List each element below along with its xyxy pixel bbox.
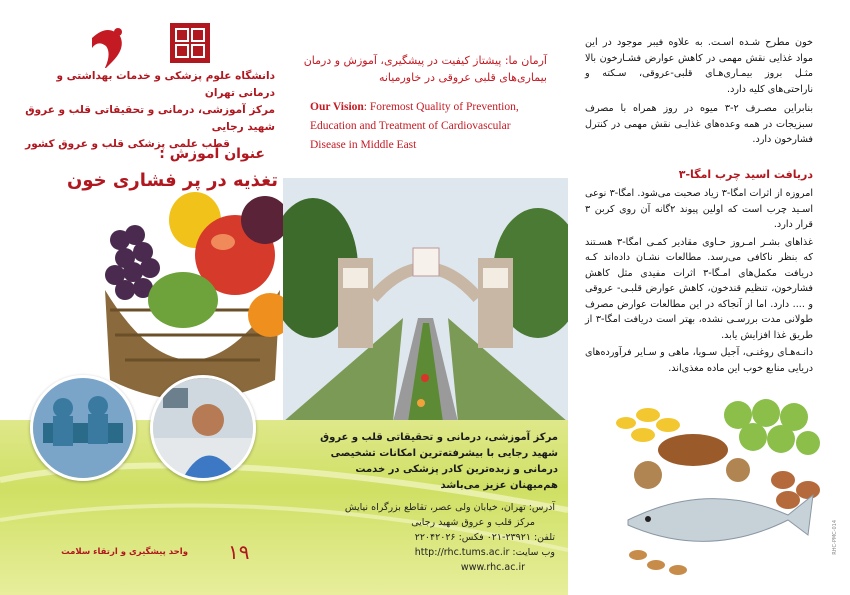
article-body-omega bbox=[585, 186, 813, 376]
paragraph-omega-intro: امروزه از اثرات امگا-۳ زیاد صحبت می‌شود. امگا-۳ نوعی اسـید چرب است که اولین پیوند ۲گانه آن روی کربن ۳ قرار دارد. bbox=[585, 188, 814, 230]
paragraph-fruit: بنابراین مصـرف ۲-۳ میوه در روز همراه با مصرف سبزیجات در همه وعده‌های غذایـی نقش مهمی در کنترل فشارخون دارد. bbox=[585, 103, 813, 145]
heart-center-logo-icon bbox=[92, 28, 122, 68]
course-label: عنوان آموزش : bbox=[159, 146, 265, 162]
address-line-1: آدرس: تهران، خیابان ولی عصر، تقاطع بزرگراه نیایش bbox=[344, 502, 555, 513]
omega3-heading: دریافت اسید چرب امگا-۳ bbox=[678, 168, 813, 181]
website-link-2[interactable]: www.rhc.ac.ir bbox=[460, 562, 525, 573]
logos bbox=[0, 18, 283, 68]
website-link[interactable]: وب سایت: http://rhc.tums.ac.ir bbox=[414, 547, 555, 558]
paragraph-omega-studies: غذاهای بشـر امـروز حـاوی مقادیر کمـی امگا-۳ هسـتند که بنظر ناکافی می‌رسد. مطالعات نشـان داده‌اند کـه دریافت مکمل‌های امـگا-۳ اثرات مفیدی مثل کاهش فشارخون، تنظیم قندخون، کاهش عوارض قلبـی- عروقی و .... دارد. اما از آنجاکه در این مطالعات عوارض مصرف طولانی مدت بررسـی نشده، بهتر است دریافت امگا-۳ از طریق غذا افزایش یابد. bbox=[585, 236, 813, 341]
center-description: مرکز آموزشی، درمانی و تحقیقاتی قلب و عروق شهید رجایی با بیشرفته‌ترین امکانات تشخیصی درمانی و زبده‌ترین کادر پزشکی در خدمت هم‌میهنان عزیز می‌باشد bbox=[320, 432, 558, 491]
surgery-photo bbox=[30, 375, 136, 481]
hospital-gate-photo bbox=[283, 178, 568, 422]
vision-text: : Foremost Quality of Prevention, Education and Treatment of Cardiovascular Disease in Middle East bbox=[310, 101, 519, 151]
university-name-block bbox=[20, 68, 275, 153]
logo-group bbox=[0, 18, 283, 68]
omega3-food-image bbox=[608, 395, 823, 585]
vertical-code: RHC-PMC-014 bbox=[832, 520, 838, 555]
page-number: ۱۹ bbox=[228, 540, 250, 564]
university-line-2: مرکز آموزشی، درمانی و تحقیقاتی قلب و عروق شهید رجایی bbox=[25, 104, 275, 133]
motto-persian: آرمان ما: پیشتاز کیفیت در پیشگیری، آموزش و درمان بیماری‌های قلبی عروقی در خاورمیانه bbox=[303, 54, 547, 84]
address-line-2: مرکز قلب و عروق شهید رجایی bbox=[411, 517, 535, 528]
university-logo-icon bbox=[170, 23, 210, 63]
paragraph-omega-sources: دانـه‌هـای روغنـی، آجیل سـویا، ماهی و سـایر فرآورده‌های دریایی منابع خوب این ماده مغذی‌اند. bbox=[585, 347, 813, 374]
footer-note: واحد پیشگیری و ارتقاء سلامت bbox=[61, 547, 188, 557]
patient-photo bbox=[150, 375, 256, 481]
university-line-1: دانشگاه علوم پزشکی و خدمات بهداشتی و درمانی تهران bbox=[56, 70, 275, 99]
course-title: تغذیه در پر فشاری خون bbox=[67, 170, 278, 191]
article-body-top bbox=[585, 35, 813, 152]
university-line-3: قطب علمی پزشکی قلب و عروق کشور bbox=[25, 138, 230, 150]
vision-label: Our Vision bbox=[310, 101, 364, 113]
right-edge-strip bbox=[828, 0, 850, 595]
phone-fax: تلفن: ۲۳۹۲۱-۰۲۱ فکس: ۲۲۰۴۲۰۲۶ bbox=[414, 532, 555, 543]
vision-english bbox=[310, 98, 545, 155]
paragraph-fiber: خون مطرح شـده اسـت. به علاوه فیبر موجود در این مواد غذایی نقش مهمی در کاهش عوارض فشـارخون بالا مثـل بروز بیمـاری‌هـای قلبی-عروقی، سـکته و ناراحتی‌های کلیه دارد. bbox=[585, 37, 813, 95]
contact-block bbox=[320, 500, 555, 575]
